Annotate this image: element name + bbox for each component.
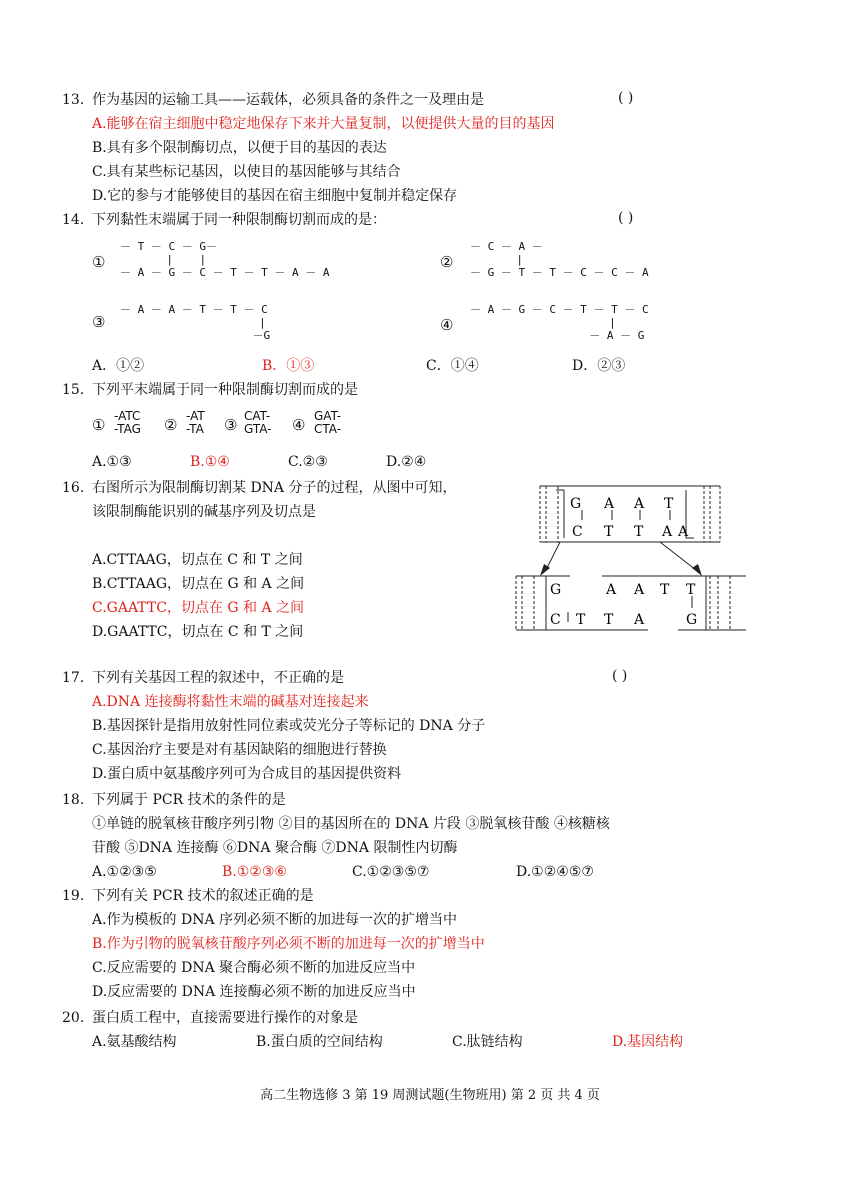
q15-end-3-label: ③ — [224, 416, 238, 434]
q17-answer-paren: ( ) — [612, 668, 628, 684]
q18-option-c: C.①②③⑤⑦ — [352, 864, 430, 880]
q14-fragment-2-top: － C － A － — [470, 240, 543, 253]
left-fragment-bottom-base-3: T — [604, 612, 614, 628]
q15-end-2-label: ② — [164, 416, 178, 434]
q13-option-c: C.具有某些标记基因，以使目的基因能够与其结合 — [92, 164, 401, 180]
q14-stem — [62, 210, 386, 230]
q16-text-1: 右图所示为限制酶切割某 DNA 分子的过程，从图中可知， — [92, 480, 457, 496]
q16-number: 16. — [62, 480, 85, 496]
q14-option-d: D．②③ — [572, 358, 626, 374]
q20-option-a: A.氨基酸结构 — [92, 1034, 177, 1050]
q14-fragment-2-bottom: － G － T － T － C － C － A — [470, 266, 649, 279]
q15-end-1-label: ① — [92, 416, 106, 434]
q13-number: 13. — [62, 92, 85, 108]
q14-fragment-4-top: － A － G － C － T － T － C — [470, 303, 649, 316]
q17-option-d: D.蛋白质中氨基酸序列可为合成目的基因提供资料 — [92, 766, 402, 782]
q15-option-d: D.②④ — [386, 454, 427, 470]
q18-items-line2: 苷酸 ⑤DNA 连接酶 ⑥DNA 聚合酶 ⑦DNA 限制性内切酶 — [92, 840, 458, 856]
q15-end-3 — [244, 410, 272, 436]
q16-stem-line2: 该限制酶能识别的碱基序列及切点是 — [92, 504, 316, 520]
q14-fragment-1 — [120, 240, 329, 279]
q14-label-2: ② — [440, 253, 454, 271]
left-fragment-bottom-base-2: T — [576, 612, 586, 628]
q15-option-b: B.①④ — [190, 454, 230, 470]
q18-number: 18. — [62, 792, 85, 808]
q14-option-a: A．①② — [92, 358, 145, 374]
q16-option-d: D.GAATTC，切点在 C 和 T 之间 — [92, 624, 304, 640]
q13-stem — [62, 90, 484, 110]
q15-option-a: A.①③ — [92, 454, 132, 470]
q14-label-1: ① — [92, 253, 106, 271]
right-fragment-top-base-3: T — [660, 582, 670, 598]
page-footer: 高二生物选修 3 第 19 周测试题(生物班用) 第 2 页 共 4 页 — [260, 1088, 600, 1103]
right-fragment-bottom-base: G — [686, 612, 698, 628]
top-strand-base-1: G — [570, 496, 582, 512]
q15-blunt-ends — [92, 408, 392, 442]
q15-end-4-top: GAT- — [314, 409, 342, 423]
q17-option-c: C.基因治疗主要是对有基因缺陷的细胞进行替换 — [92, 742, 387, 758]
q13-text: 作为基因的运输工具——运载体，必须具备的条件之一及理由是 — [92, 92, 484, 108]
q17-text: 下列有关基因工程的叙述中，不正确的是 — [92, 670, 344, 686]
q16-stem-line1 — [62, 478, 456, 498]
q15-option-c: C.②③ — [288, 454, 328, 470]
q14-fragment-4-bottom: － A － G — [470, 329, 645, 342]
top-strand-base-2: A — [604, 496, 615, 512]
q14-label-4: ④ — [440, 316, 454, 334]
q15-number: 15. — [62, 382, 85, 398]
q14-fragment-4 — [470, 303, 649, 342]
q15-text: 下列平末端属于同一种限制酶切割而成的是 — [92, 382, 358, 398]
bottom-strand-base-5: A — [678, 524, 689, 540]
q16-option-c: C.GAATTC，切点在 G 和 A 之间 — [92, 600, 305, 616]
q15-end-1-bottom: -TAG — [114, 422, 141, 436]
restriction-cut-diagram — [510, 482, 750, 638]
q14-fragment-1-bonds: | | — [120, 253, 207, 266]
q20-option-b: B.蛋白质的空间结构 — [256, 1034, 383, 1050]
q17-option-b: B.基因探针是指用放射性同位素或荧光分子等标记的 DNA 分子 — [92, 718, 486, 734]
q14-fragment-3-bonds: | — [120, 316, 266, 329]
q15-end-2-top: -AT — [186, 409, 205, 423]
q14-answer-paren: ( ) — [618, 210, 634, 226]
q16-option-a: A.CTTAAG，切点在 C 和 T 之间 — [92, 552, 303, 568]
q14-number: 14. — [62, 212, 85, 228]
q18-option-d: D.①②④⑤⑦ — [516, 864, 594, 880]
q20-option-d: D.基因结构 — [612, 1034, 684, 1050]
q19-option-a: A.作为模板的 DNA 序列必须不断的加进每一次的扩增当中 — [92, 912, 458, 928]
q15-end-1-top: -ATC — [114, 409, 141, 423]
q15-end-1 — [114, 410, 141, 436]
q20-number: 20. — [62, 1010, 85, 1026]
q20-option-c: C.肽链结构 — [452, 1034, 523, 1050]
right-fragment-top-base-2: A — [634, 582, 645, 598]
q15-stem — [62, 380, 358, 400]
q13-option-a: A.能够在宿主细胞中稳定地保存下来并大量复制，以便提供大量的目的基因 — [92, 116, 555, 132]
q18-text: 下列属于 PCR 技术的条件的是 — [92, 792, 286, 808]
bottom-strand-base-1: C — [572, 524, 583, 540]
left-fragment-bottom-base-1: C — [550, 612, 561, 628]
q18-option-b: B.①②③⑥ — [222, 864, 287, 880]
bottom-strand-base-4: A — [662, 524, 673, 540]
q14-option-b: B．①③ — [262, 358, 315, 374]
bottom-strand-base-3: T — [634, 524, 644, 540]
q19-option-b: B.作为引物的脱氧核苷酸序列必须不断的加进每一次的扩增当中 — [92, 936, 485, 952]
q14-label-3: ③ — [92, 313, 106, 331]
q14-fragment-1-top: － T － C － G－ — [120, 240, 217, 253]
q15-end-2-bottom: -TA — [186, 422, 204, 436]
right-fragment-top-base-1: A — [606, 582, 617, 598]
q15-end-4-label: ④ — [292, 416, 306, 434]
q15-end-4-bottom: CTA- — [314, 422, 342, 436]
q18-stem — [62, 790, 286, 810]
q14-fragment-1-bottom: － A － G － C － T － T － A － A — [120, 266, 330, 279]
q18-items-line1: ①单链的脱氧核苷酸序列引物 ②目的基因所在的 DNA 片段 ③脱氧核苷酸 ④核糖核 — [92, 816, 610, 832]
q14-fragment-3-bottom: －G — [120, 329, 271, 342]
q13-option-b: B.具有多个限制酶切点，以便于目的基因的表达 — [92, 140, 387, 156]
top-strand-base-4: T — [664, 496, 674, 512]
right-fragment-top-base-4: T — [686, 582, 696, 598]
q19-stem — [62, 886, 314, 906]
q15-end-3-bottom: GTA- — [244, 422, 272, 436]
q20-stem — [62, 1008, 358, 1028]
bottom-strand-base-2: T — [604, 524, 614, 540]
left-fragment-bottom-base-4: A — [634, 612, 645, 628]
q19-text: 下列有关 PCR 技术的叙述正确的是 — [92, 888, 314, 904]
q19-option-d: D.反应需要的 DNA 连接酶必须不断的加进反应当中 — [92, 984, 416, 1000]
q17-stem — [62, 668, 344, 688]
q14-fragment-3 — [120, 303, 270, 342]
q18-option-a: A.①②③⑤ — [92, 864, 157, 880]
top-strand-base-3: A — [634, 496, 645, 512]
q15-end-2 — [186, 410, 205, 436]
left-fragment-top-base: G — [550, 582, 562, 598]
q20-text: 蛋白质工程中，直接需要进行操作的对象是 — [92, 1010, 358, 1026]
q19-number: 19. — [62, 888, 85, 904]
q14-text: 下列黏性末端属于同一种限制酶切割而成的是： — [92, 212, 386, 228]
q13-answer-paren: ( ) — [618, 90, 634, 106]
q14-fragment-4-bonds: | — [470, 316, 616, 329]
q13-option-d: D.它的参与才能够使目的基因在宿主细胞中复制并稳定保存 — [92, 188, 458, 204]
q15-end-4 — [314, 410, 341, 436]
q15-end-3-top: CAT- — [244, 409, 271, 423]
q14-fragment-3-top: － A － A － T － T － C — [120, 303, 268, 316]
q19-option-c: C.反应需要的 DNA 聚合酶必须不断的加进反应当中 — [92, 960, 416, 976]
q16-option-b: B.CTTAAG，切点在 G 和 A 之间 — [92, 576, 305, 592]
q17-option-a: A.DNA 连接酶将黏性末端的碱基对连接起来 — [92, 694, 369, 710]
q17-number: 17. — [62, 670, 85, 686]
q14-fragment-2-bonds: | — [470, 253, 523, 266]
q14-option-c: C．①④ — [426, 358, 479, 374]
q14-fragment-2 — [470, 240, 649, 279]
